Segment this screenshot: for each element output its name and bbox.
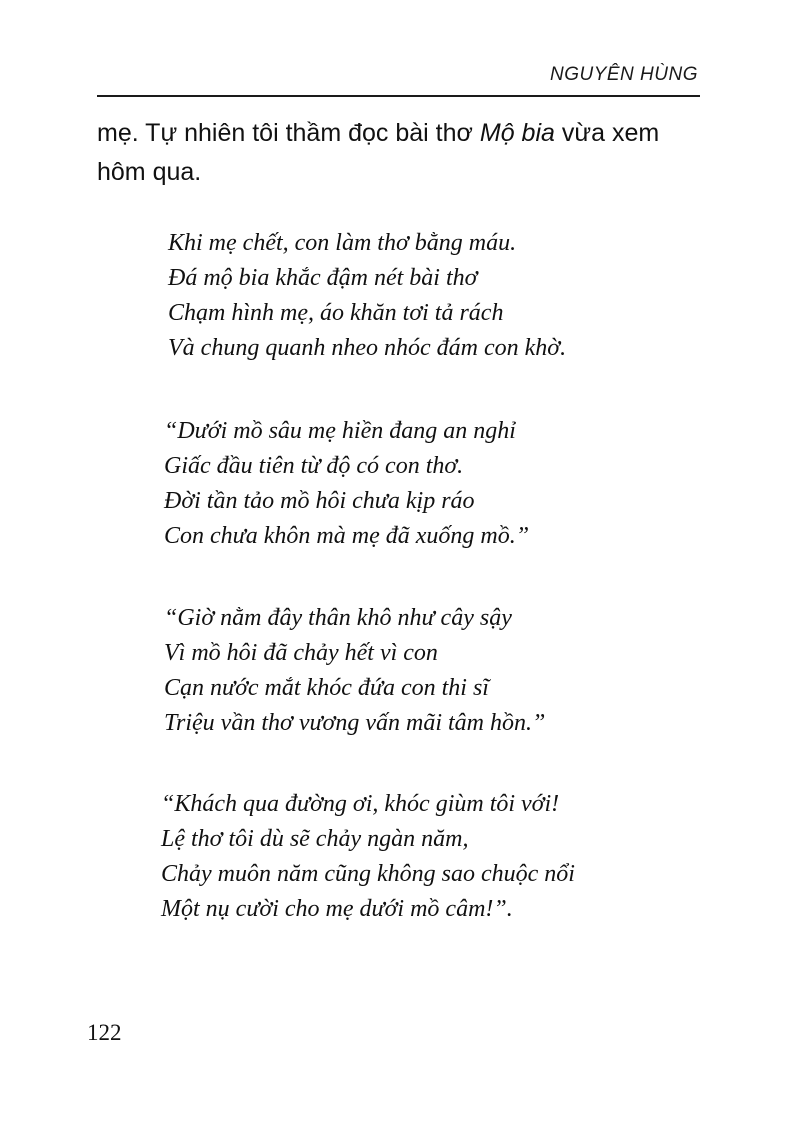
poem-line: “Dưới mồ sâu mẹ hiền đang an nghỉ [164,418,516,444]
poem-line: Giấc đầu tiên từ độ có con thơ. [164,453,464,479]
poem-stanza-2 [164,414,724,554]
poem-line: Đá mộ bia khắc đậm nét bài thơ [168,265,478,291]
running-header-author: NGUYÊN HÙNG [549,64,698,85]
intro-line-2: hôm qua. [97,158,202,186]
intro-paragraph [97,114,717,192]
poem-line: Một nụ cười cho mẹ dưới mồ câm!”. [161,896,513,922]
poem-line: Cạn nước mắt khóc đứa con thi sĩ [164,675,489,701]
poem-line: Chảy muôn năm cũng không sao chuộc nổi [161,861,575,887]
poem-line: Vì mồ hôi đã chảy hết vì con [164,640,438,666]
poem-line: Triệu vần thơ vương vấn mãi tâm hồn.” [164,710,546,736]
poem-line: Khi mẹ chết, con làm thơ bằng máu. [168,230,517,256]
poem-line: Con chưa khôn mà mẹ đã xuống mồ.” [164,523,530,549]
poem-line: “Giờ nằm đây thân khô như cây sậy [164,605,512,631]
poem-line: Đời tần tảo mồ hôi chưa kịp ráo [164,488,475,514]
page-number: 122 [87,1020,122,1045]
poem-stanza-4 [161,787,721,927]
header-rule [97,95,700,97]
intro-text-before-title: mẹ. Tự nhiên tôi thầm đọc bài thơ [97,119,480,147]
poem-line: Và chung quanh nheo nhóc đám con khờ. [168,335,567,361]
poem-line: Chạm hình mẹ, áo khăn tơi tả rách [168,300,504,326]
poem-title-reference: Mộ bia [479,119,555,147]
poem-line: “Khách qua đường ơi, khóc giùm tôi với! [161,791,560,817]
poem-stanza-1 [168,226,728,366]
poem-stanza-3 [164,601,724,741]
poem-line: Lệ thơ tôi dù sẽ chảy ngàn năm, [161,826,469,852]
intro-line-1 [97,114,717,153]
intro-text-after-title: vừa xem [554,119,660,147]
